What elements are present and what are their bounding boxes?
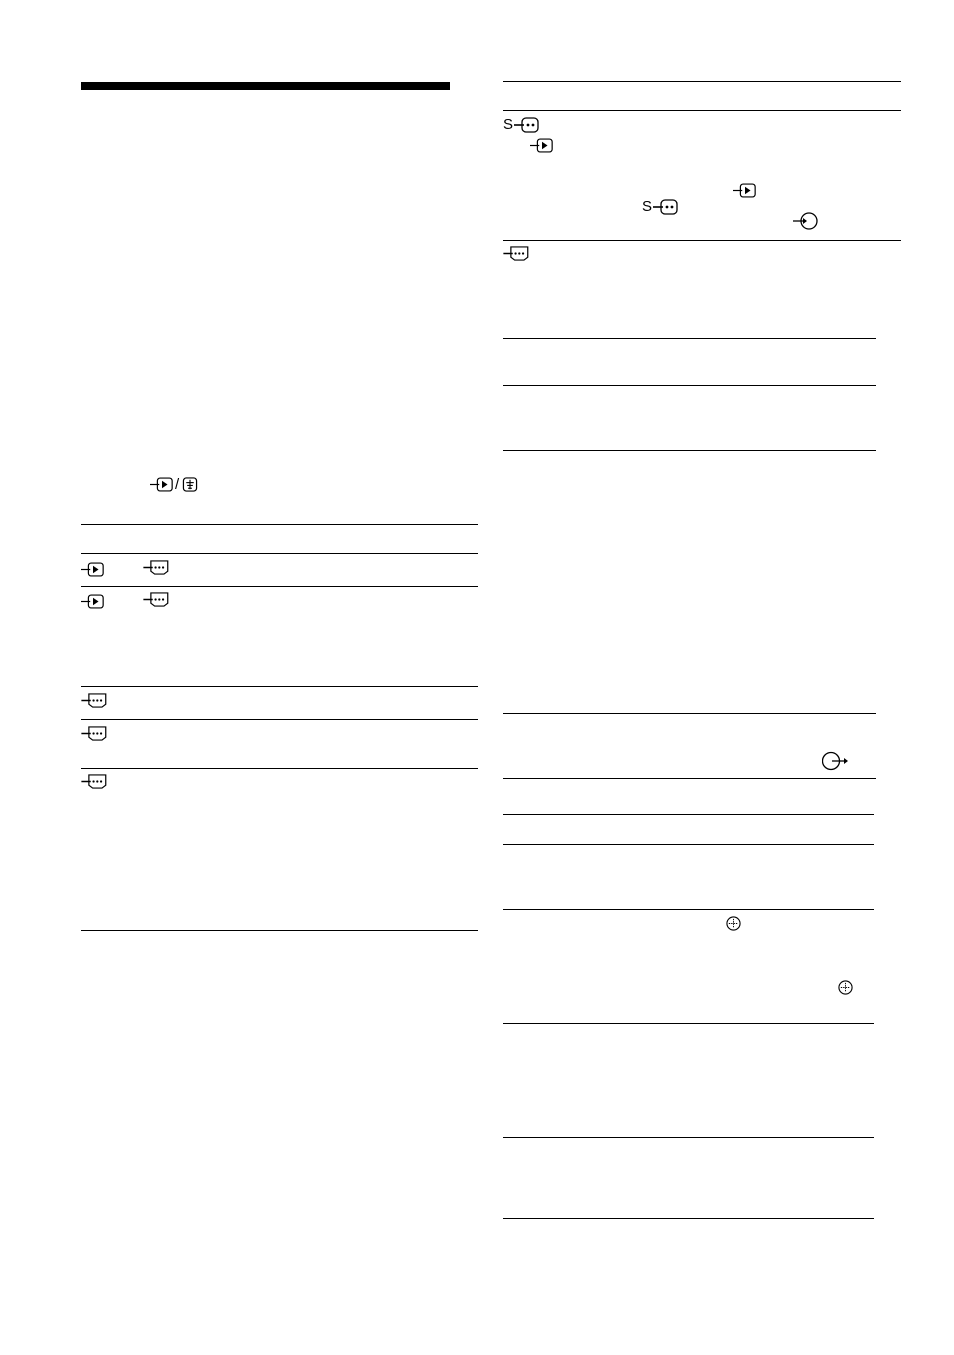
table-rule — [503, 1218, 874, 1219]
scart-input-icon — [81, 726, 108, 741]
scart-input-icon — [143, 592, 170, 607]
video-input-icon — [733, 183, 757, 198]
s-video-letter: S — [503, 116, 514, 133]
video-input-icon — [150, 477, 174, 492]
table-rule — [503, 338, 876, 339]
table-rule — [503, 778, 876, 779]
table-rule — [503, 1023, 874, 1024]
table-rule — [81, 586, 478, 587]
scart-input-icon — [81, 693, 108, 708]
headphone-jack-icon — [838, 980, 853, 995]
table-rule — [81, 719, 478, 720]
section-heading-bar — [81, 82, 450, 90]
table-rule — [503, 81, 901, 82]
round-input-icon — [793, 212, 819, 230]
table-rule — [503, 713, 876, 714]
scart-input-icon — [81, 774, 108, 789]
video-input-icon — [81, 562, 105, 577]
scart-input-icon — [503, 246, 530, 261]
table-rule — [503, 110, 901, 111]
table-rule — [503, 844, 874, 845]
table-rule — [81, 930, 478, 931]
s-video-input-icon — [514, 117, 540, 133]
s-video-input-icon — [653, 199, 679, 215]
table-rule — [81, 768, 478, 769]
table-rule — [81, 686, 478, 687]
icon-separator: / — [175, 476, 180, 493]
table-rule — [503, 450, 876, 451]
video-input-icon — [81, 594, 105, 609]
round-output-icon — [822, 751, 850, 771]
table-rule — [503, 909, 874, 910]
scart-input-icon — [143, 560, 170, 575]
table-rule — [503, 1137, 874, 1138]
s-video-letter-inline: S — [642, 198, 653, 215]
antenna-input-icon — [182, 477, 198, 492]
headphone-jack-icon — [726, 916, 741, 931]
table-rule — [81, 553, 478, 554]
table-rule — [503, 240, 901, 241]
table-rule — [503, 814, 874, 815]
table-rule — [81, 524, 478, 525]
video-input-icon — [530, 138, 554, 153]
table-rule — [503, 385, 876, 386]
